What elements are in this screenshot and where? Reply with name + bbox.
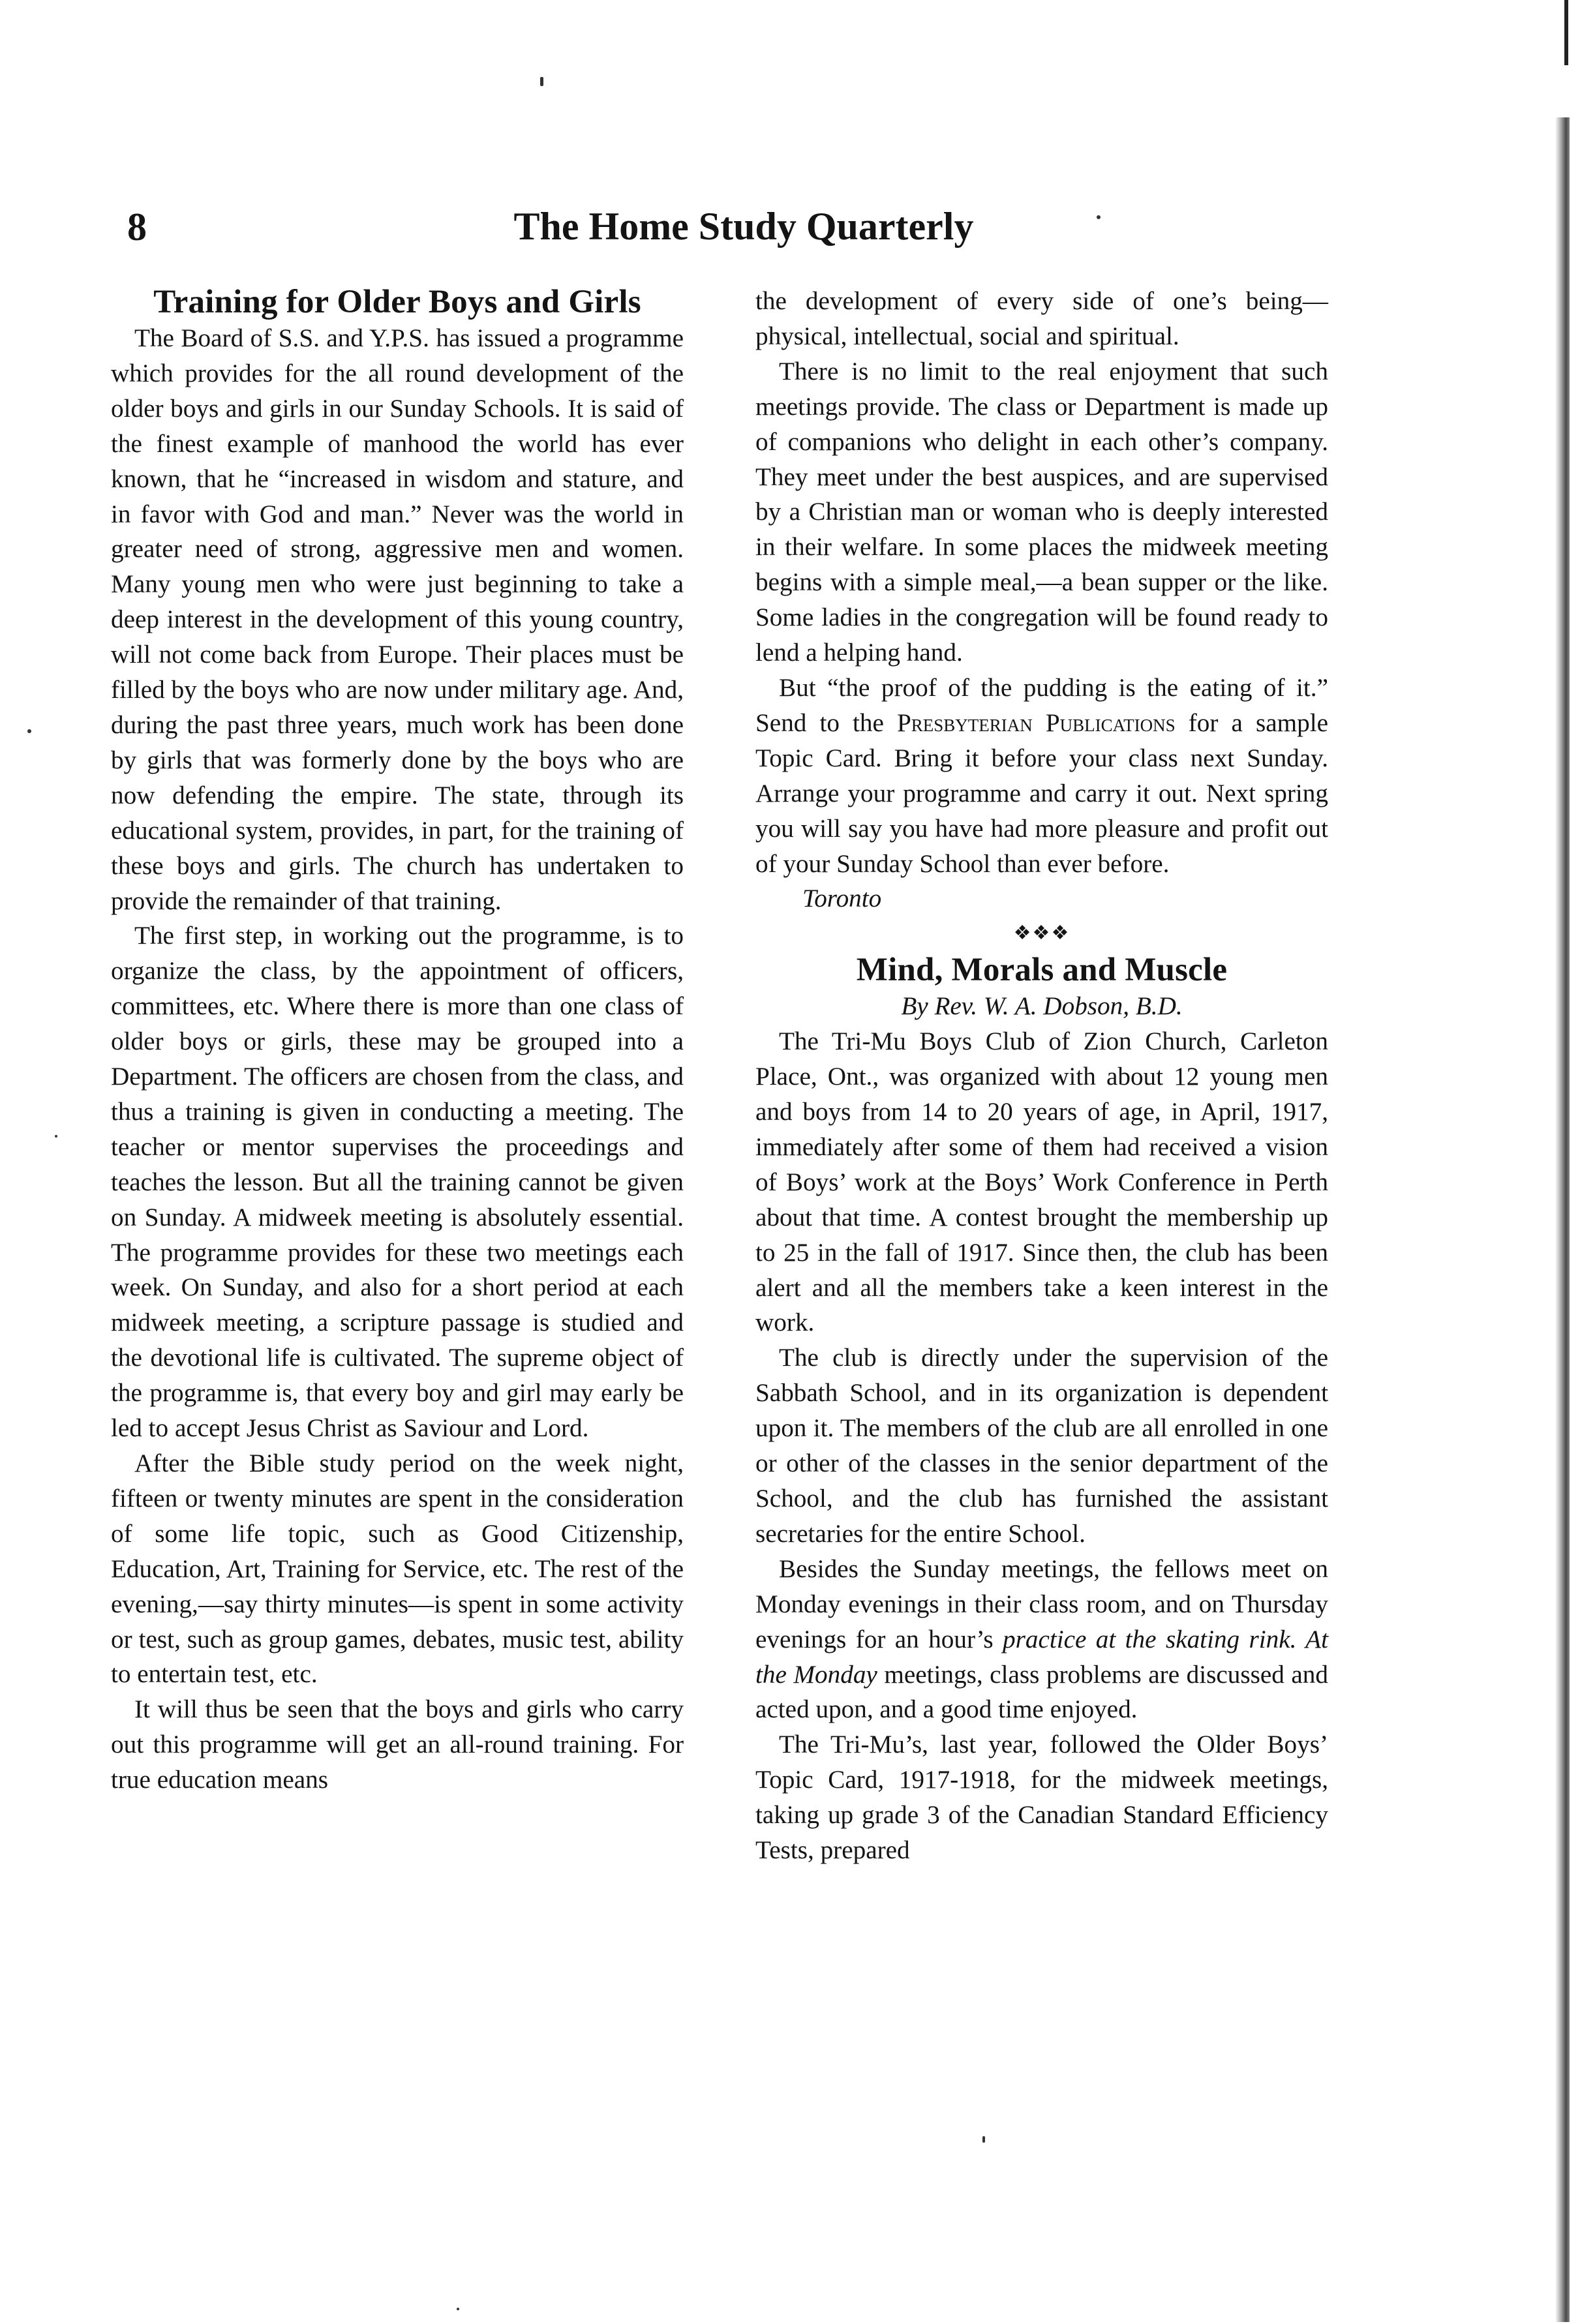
page-edge-mark [1564,0,1568,65]
article-paragraph-continued: the development of every side of one’s being—physical, intellectual, social and spiritual. [755,287,1328,350]
paragraph-text: But “the proof of the pudding is the eating of it.” Send to the [755,673,1328,737]
running-head: The Home Study Quarterly [513,205,974,248]
print-speck [982,2136,985,2143]
dateline-place: Toronto [802,884,882,913]
italic-text: practice at the skating rink. At the Monday [755,1625,1328,1689]
paragraph-text: for a sample Topic Card. Bring it before your class next Sunday. Arrange your programme and carry it out. Next spring you will say you have had more pleasure and profit out of your Sunday School than ever before. [755,708,1328,878]
print-speck [540,77,543,86]
article-paragraph: The Tri-Mu Boys Club of Zion Church, Carleton Place, Ont., was organized with about 12 young men and boys from 14 to 20 years of age, in April, 1917, immediately after some of them had received a vision of Boys’ work at the Boys’ Work Conference in Perth about that time. A contest brought the membership up to 25 in the fall of 1917. Since then, the club has been alert and all the members take a keen interest in the work. [755,1027,1328,1337]
publisher-name: Presbyterian Publications [896,708,1176,737]
article-title: Mind, Morals and Muscle [856,952,1228,989]
article-paragraph [755,671,1328,881]
paragraph-text: meetings, class problems are discussed and acted upon, and a good time enjoyed. [755,1660,1328,1724]
article-paragraph: After the Bible study period on the week night, fifteen or twenty minutes are spent in the consideration of some life topic, such as Good Citizenship, Education, Art, Training for Service, etc. The rest of the evening,—say thirty minutes—is spent in some activity or test, such as group games, debates, music test, ability to entertain test, etc. [111,1449,684,1689]
byline: By Rev. W. A. Dobson, B.D. [901,992,1183,1021]
article-paragraph: The first step, in working out the programme, is to organize the class, by the appointment of officers, committees, etc. Where there is more than one class of older boys or girls, these may be grouped into a Department. The officers are chosen from the class, and thus a training is given in conducting a meeting. The teacher or mentor supervises the proceedings and teaches the lesson. But all the training cannot be given on Sunday. A midweek meeting is absolutely essential. The programme provides for these two meetings each week. On Sunday, and also for a short period at each midweek meeting, a scripture passage is studied and the devotional life is cultivated. The supreme object of the programme is, that every boy and girl may early be led to accept Jesus Christ as Saviour and Lord. [111,922,684,1443]
right-column [755,284,1328,1868]
print-speck [1097,215,1101,219]
article-paragraph: The Tri-Mu’s, last year, followed the Older Boys’ Topic Card, 1917-1918, for the midweek meetings, taking up grade 3 of the Canadian Standard Efficiency Tests, prepared [755,1730,1328,1865]
article-paragraph: The club is directly under the supervision of the Sabbath School, and in its organization is dependent upon it. The members of the club are all enrolled in one or other of the classes in the senior department of the School, and the club has furnished the assistant secretaries for the entire School. [755,1344,1328,1548]
article-paragraph: It will thus be seen that the boys and girls who carry out this programme will get an all-round training. For true education means [111,1695,684,1794]
paragraph-text: Besides the Sunday meetings, the fellows meet on Monday evenings in their class room, and on Thursday evenings for an hour’s [755,1554,1328,1653]
article-title: Training for Older Boys and Girls [153,284,641,320]
page-edge-shadow [1555,117,1570,2322]
left-column [111,284,684,1798]
print-speck [457,2308,459,2310]
section-ornament: ❖❖❖ [1013,922,1071,944]
article-paragraph: The Board of S.S. and Y.P.S. has issued a programme which provides for the all round development of the older boys and girls in our Sunday Schools. It is said of the finest example of manhood the world has ever known, that he “increased in wisdom and stature, and in favor with God and man.” Never was the world in greater need of strong, aggressive men and women. Many young men who were just beginning to take a deep interest in the development of this young country, will not come back from Europe. Their places must be filled by the boys who are now under military age. And, during the past three years, much work has been done by girls that was formerly done by the boys who are now defending the empire. The state, through its educational system, provides, in part, for the training of these boys and girls. The church has undertaken to provide the remainder of that training. [111,324,684,915]
print-speck [55,1135,57,1138]
print-speck [27,729,31,733]
article-paragraph [755,1552,1328,1728]
article-paragraph: There is no limit to the real enjoyment that such meetings provide. The class or Department is made up of companions who delight in each other’s company. They meet under the best auspices, and are supervised by a Christian man or woman who is deeply interested in their welfare. In some places the midweek meeting begins with a simple meal,—a bean supper or the like. Some ladies in the congregation will be found ready to lend a helping hand. [755,357,1328,667]
page-number: 8 [127,205,147,249]
